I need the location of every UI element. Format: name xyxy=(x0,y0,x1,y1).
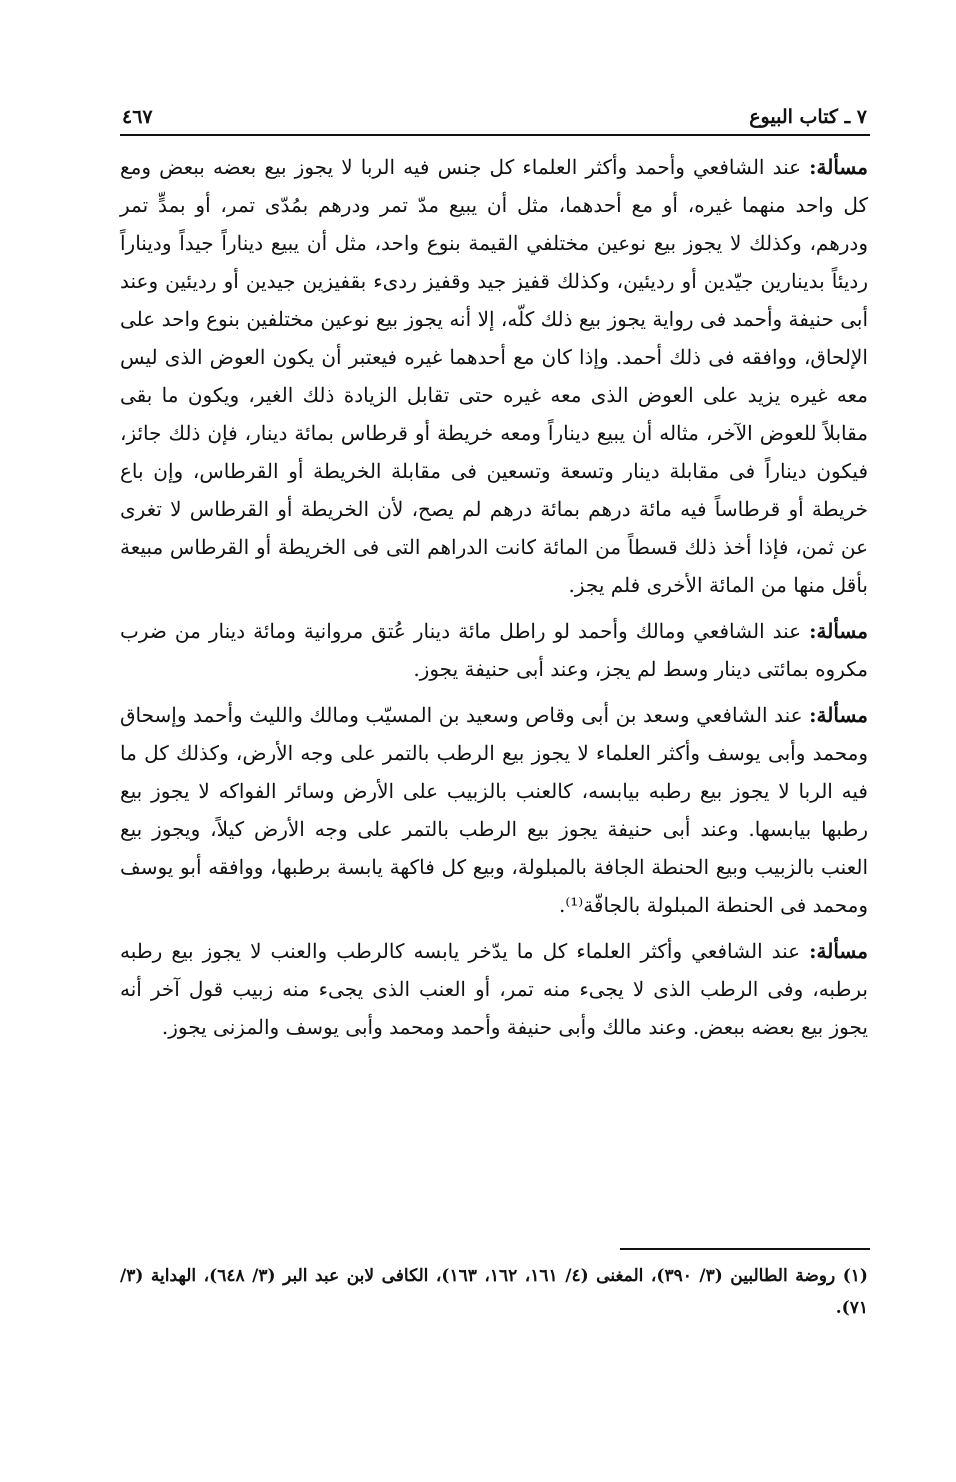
chapter-title: ٧ ـ كتاب البيوع xyxy=(749,106,867,128)
issue-text: عند الشافعي ومالك وأحمد لو راطل مائة دينار عُتق مروانية ومائة دينار من ضرب مكروه بمائتى دينار وسط لم يجز، وعند أبى حنيفة يجوز. xyxy=(120,619,868,681)
footnote: (١) روضة الطالبين (٣/ ٣٩٠)، المغنى (٤/ ١٦١، ١٦٢، ١٦٣)، الكافى لابن عبد البر (٣/ ٦٤٨)، الهداية (٣/ ٧١). xyxy=(120,1266,868,1318)
issue-paragraph-3 xyxy=(120,696,868,924)
footnote-divider xyxy=(620,1248,870,1250)
issue-label: مسألة: xyxy=(809,939,868,963)
page-number: ٤٦٧ xyxy=(122,106,153,128)
issue-paragraph-2 xyxy=(120,612,868,688)
header-divider xyxy=(120,134,870,136)
issue-paragraph-1 xyxy=(120,148,868,604)
page-header xyxy=(122,98,867,128)
issue-text: عند الشافعي وسعد بن أبى وقاص وسعيد بن المسيّب ومالك والليث وأحمد وإسحاق ومحمد وأبى يوسف وأكثر العلماء لا يجوز بيع الرطب بالتمر على وجه الأرض، وكذلك كل ما فيه الربا لا يجوز بيع رطبه بيابسه، كالعنب بالزبيب على الأرض وسائر الفواكه لا يجوز بيع رطبها بيابسها. وعند أبى حنيفة يجوز بيع الرطب بالتمر على وجه الأرض كيلاً، ويجوز بيع العنب بالزبيب وبيع الحنطة الجافة بالمبلولة، وبيع كل فاكهة يابسة برطبها، ووافقه أبو يوسف ومحمد فى الحنطة المبلولة بالجافّة⁽¹⁾. xyxy=(120,703,868,917)
page-body xyxy=(120,148,868,1054)
issue-label: مسألة: xyxy=(809,619,868,643)
issue-label: مسألة: xyxy=(809,703,869,727)
issue-paragraph-4 xyxy=(120,932,868,1046)
issue-text: عند الشافعي وأحمد وأكثر العلماء كل جنس فيه الربا لا يجوز بيع بعضه ببعض ومع كل واحد منهما غيره، أو مع أحدهما، مثل أن يبيع مدّ تمر ودرهم بمُدّى تمر، أو بمدٍّ تمر ودرهم، وكذلك لا يجوز بيع نوعين مختلفي القيمة بنوع واحد، مثل أن يبيع ديناراً جيداً وديناراً رديئاً بدينارين جيّدين أو رديئين، وكذلك قفيز جيد وقفيز ردىء بقفيزين جيدين أو رديئين وعند أبى حنيفة وأحمد فى رواية يجوز بيع ذلك كلّه، إلا أنه يجوز بيع نوعين مختلفين بنوع واحد على الإلحاق، ووافقه فى ذلك أحمد. وإذا كان مع أحدهما غيره فيعتبر أن يكون العوض الذى ليس معه غيره يزيد على العوض الذى معه غيره حتى تقابل الزيادة ذلك الغير، ويكون ما بقى مقابلاً للعوض الآخر، مثاله أن يبيع ديناراً ومعه خريطة أو قرطاس بمائة دينار، فإن ذلك جائز، فيكون ديناراً فى مقابلة دينار وتسعة وتسعين فى مقابلة الخريطة أو القرطاس، وإن باع خريطة أو قرطاساً فيه مائة درهم بمائة درهم لم يصح، لأن الخريطة أو القرطاس لا تغرى عن ثمن، فإذا أخذ ذلك قسطاً من المائة كانت الدراهم التى فى الخريطة أو القرطاس مبيعة بأقل منها من المائة الأخرى فلم يجز. xyxy=(120,155,869,597)
issue-text: عند الشافعي وأكثر العلماء كل ما يدّخر يابسه كالرطب والعنب لا يجوز بيع رطبه برطبه، وفى الرطب الذى لا يجىء منه تمر، أو العنب الذى يجىء منه زبيب قول آخر أنه يجوز بيع بعضه ببعض. وعند مالك وأبى حنيفة وأحمد ومحمد وأبى يوسف والمزنى يجوز. xyxy=(120,939,868,1039)
issue-label: مسألة: xyxy=(809,155,868,179)
